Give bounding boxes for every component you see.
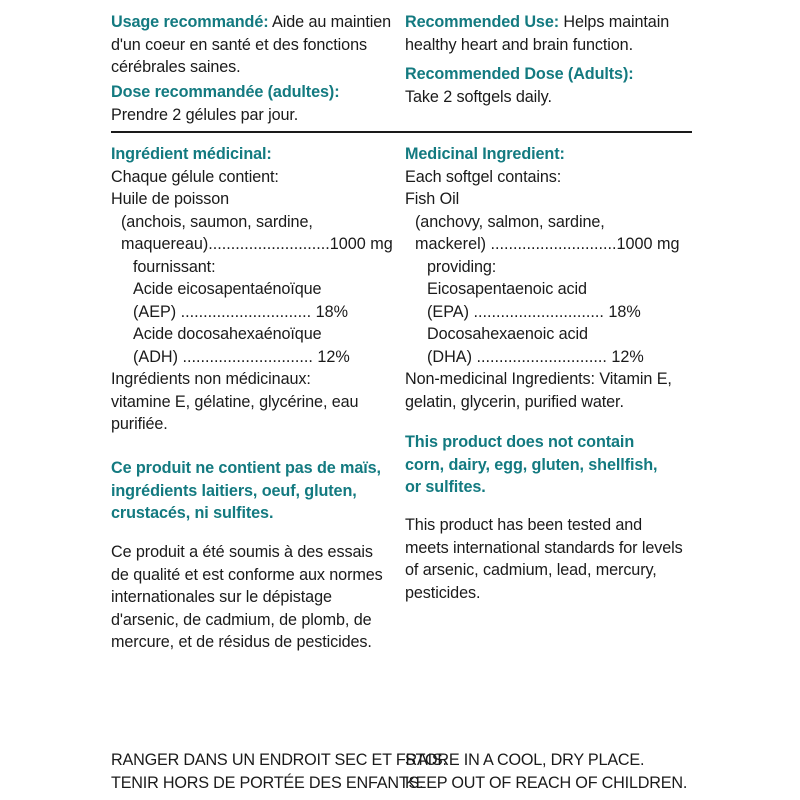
fr-med-line: Ingrédients non médicinaux:: [111, 370, 311, 388]
en-storage-line: STORE IN A COOL, DRY PLACE.: [405, 751, 645, 769]
fr-med-line: Acide eicosapentaénoïque: [133, 280, 322, 298]
fr-usage-line-1: [111, 11, 396, 34]
fr-med-line: Huile de poisson: [111, 190, 230, 208]
fr-med-line: Acide docosahexaénoïque: [133, 325, 322, 343]
en-usage-label: Recommended Use:: [405, 13, 560, 31]
en-dose-section: [405, 63, 690, 108]
en-med-line: Each softgel contains:: [405, 167, 562, 186]
en-testing-line: This product has been tested and: [405, 516, 643, 534]
fr-med-line: maquereau)...........................1000 mg: [121, 235, 393, 253]
fr-med-line: (AEP) ............................. 18%: [133, 302, 348, 321]
fr-usage-line-3: cérébrales saines.: [111, 58, 241, 76]
en-med-line: Docosahexaenoic acid: [427, 325, 588, 343]
en-med-line: mackerel) ............................1000 mg: [415, 235, 680, 253]
fr-usage-label: Usage recommandé:: [111, 13, 269, 31]
en-testing-line: meets international standards for levels: [405, 538, 683, 557]
en-testing-statement: [405, 514, 690, 604]
fr-medicinal-section: [111, 143, 396, 436]
fr-dose-text: Prendre 2 gélules par jour.: [111, 105, 299, 124]
fr-med-line: vitamine E, gélatine, glycérine, eau: [111, 392, 359, 411]
fr-medicinal-label: Ingrédient médicinal:: [111, 145, 272, 163]
fr-storage-warning: [111, 749, 447, 794]
fr-med-line: (anchois, saumon, sardine,: [121, 212, 313, 231]
en-testing-line: of arsenic, cadmium, lead, mercury,: [405, 561, 657, 579]
fr-usage-line-2: d'un coeur en santé et des fonctions: [111, 35, 367, 54]
fr-testing-line: mercure, et de résidus de pesticides.: [111, 633, 372, 651]
fr-testing-line: d'arsenic, de cadmium, de plomb, de: [111, 610, 372, 629]
en-storage-line: KEEP OUT OF REACH OF CHILDREN.: [405, 773, 688, 792]
fr-usage-section: [111, 11, 396, 79]
en-med-line: Eicosapentaenoic acid: [427, 280, 587, 298]
en-medicinal-section: [405, 143, 690, 413]
fr-med-line: Chaque gélule contient:: [111, 167, 279, 186]
en-dose-label: Recommended Dose (Adults):: [405, 65, 634, 83]
fr-med-line: (ADH) ............................. 12%: [133, 347, 350, 366]
en-usage-text: Helps maintain: [559, 13, 670, 31]
en-storage-warning: [405, 749, 687, 794]
fr-testing-line: internationales sur le dépistage: [111, 588, 332, 606]
fr-med-line: fournissant:: [133, 257, 216, 276]
fr-allergen-statement: [111, 457, 396, 525]
en-med-line: Fish Oil: [405, 190, 460, 208]
fr-storage-line: TENIR HORS DE PORTÉE DES ENFANTS.: [111, 773, 424, 792]
en-dose-text: Take 2 softgels daily.: [405, 87, 552, 106]
en-med-line: Non-medicinal Ingredients: Vitamin E,: [405, 370, 672, 388]
en-med-line: (DHA) ............................. 12%: [427, 347, 644, 366]
en-med-line: providing:: [427, 257, 497, 276]
en-testing-line: pesticides.: [405, 583, 481, 602]
en-med-line: gelatin, glycerin, purified water.: [405, 392, 624, 411]
fr-allergen-line: ingrédients laitiers, oeuf, gluten,: [111, 481, 357, 500]
fr-dose-section: [111, 81, 396, 126]
en-allergen-statement: [405, 431, 690, 499]
fr-dose-label: Dose recommandée (adultes):: [111, 83, 340, 101]
fr-testing-line: de qualité et est conforme aux normes: [111, 565, 383, 584]
en-usage-section: [405, 11, 690, 56]
en-allergen-line: or sulfites.: [405, 478, 486, 496]
fr-storage-line: RANGER DANS UN ENDROIT SEC ET FRAIS.: [111, 751, 447, 769]
en-med-line: (EPA) ............................. 18%: [427, 302, 641, 321]
en-allergen-line: corn, dairy, egg, gluten, shellfish,: [405, 455, 658, 474]
fr-testing-line: Ce produit a été soumis à des essais: [111, 543, 373, 561]
section-divider: [111, 131, 692, 133]
fr-allergen-line: Ce produit ne contient pas de maïs,: [111, 459, 381, 477]
fr-usage-text: Aide au maintien: [268, 13, 392, 31]
fr-med-line: purifiée.: [111, 415, 168, 433]
en-med-line: (anchovy, salmon, sardine,: [415, 212, 605, 231]
en-medicinal-label: Medicinal Ingredient:: [405, 145, 565, 163]
en-usage-line-2: healthy heart and brain function.: [405, 35, 633, 54]
fr-testing-statement: [111, 541, 396, 654]
en-usage-line-1: [405, 11, 690, 34]
en-allergen-line: This product does not contain: [405, 433, 635, 451]
fr-allergen-line: crustacés, ni sulfites.: [111, 504, 274, 522]
